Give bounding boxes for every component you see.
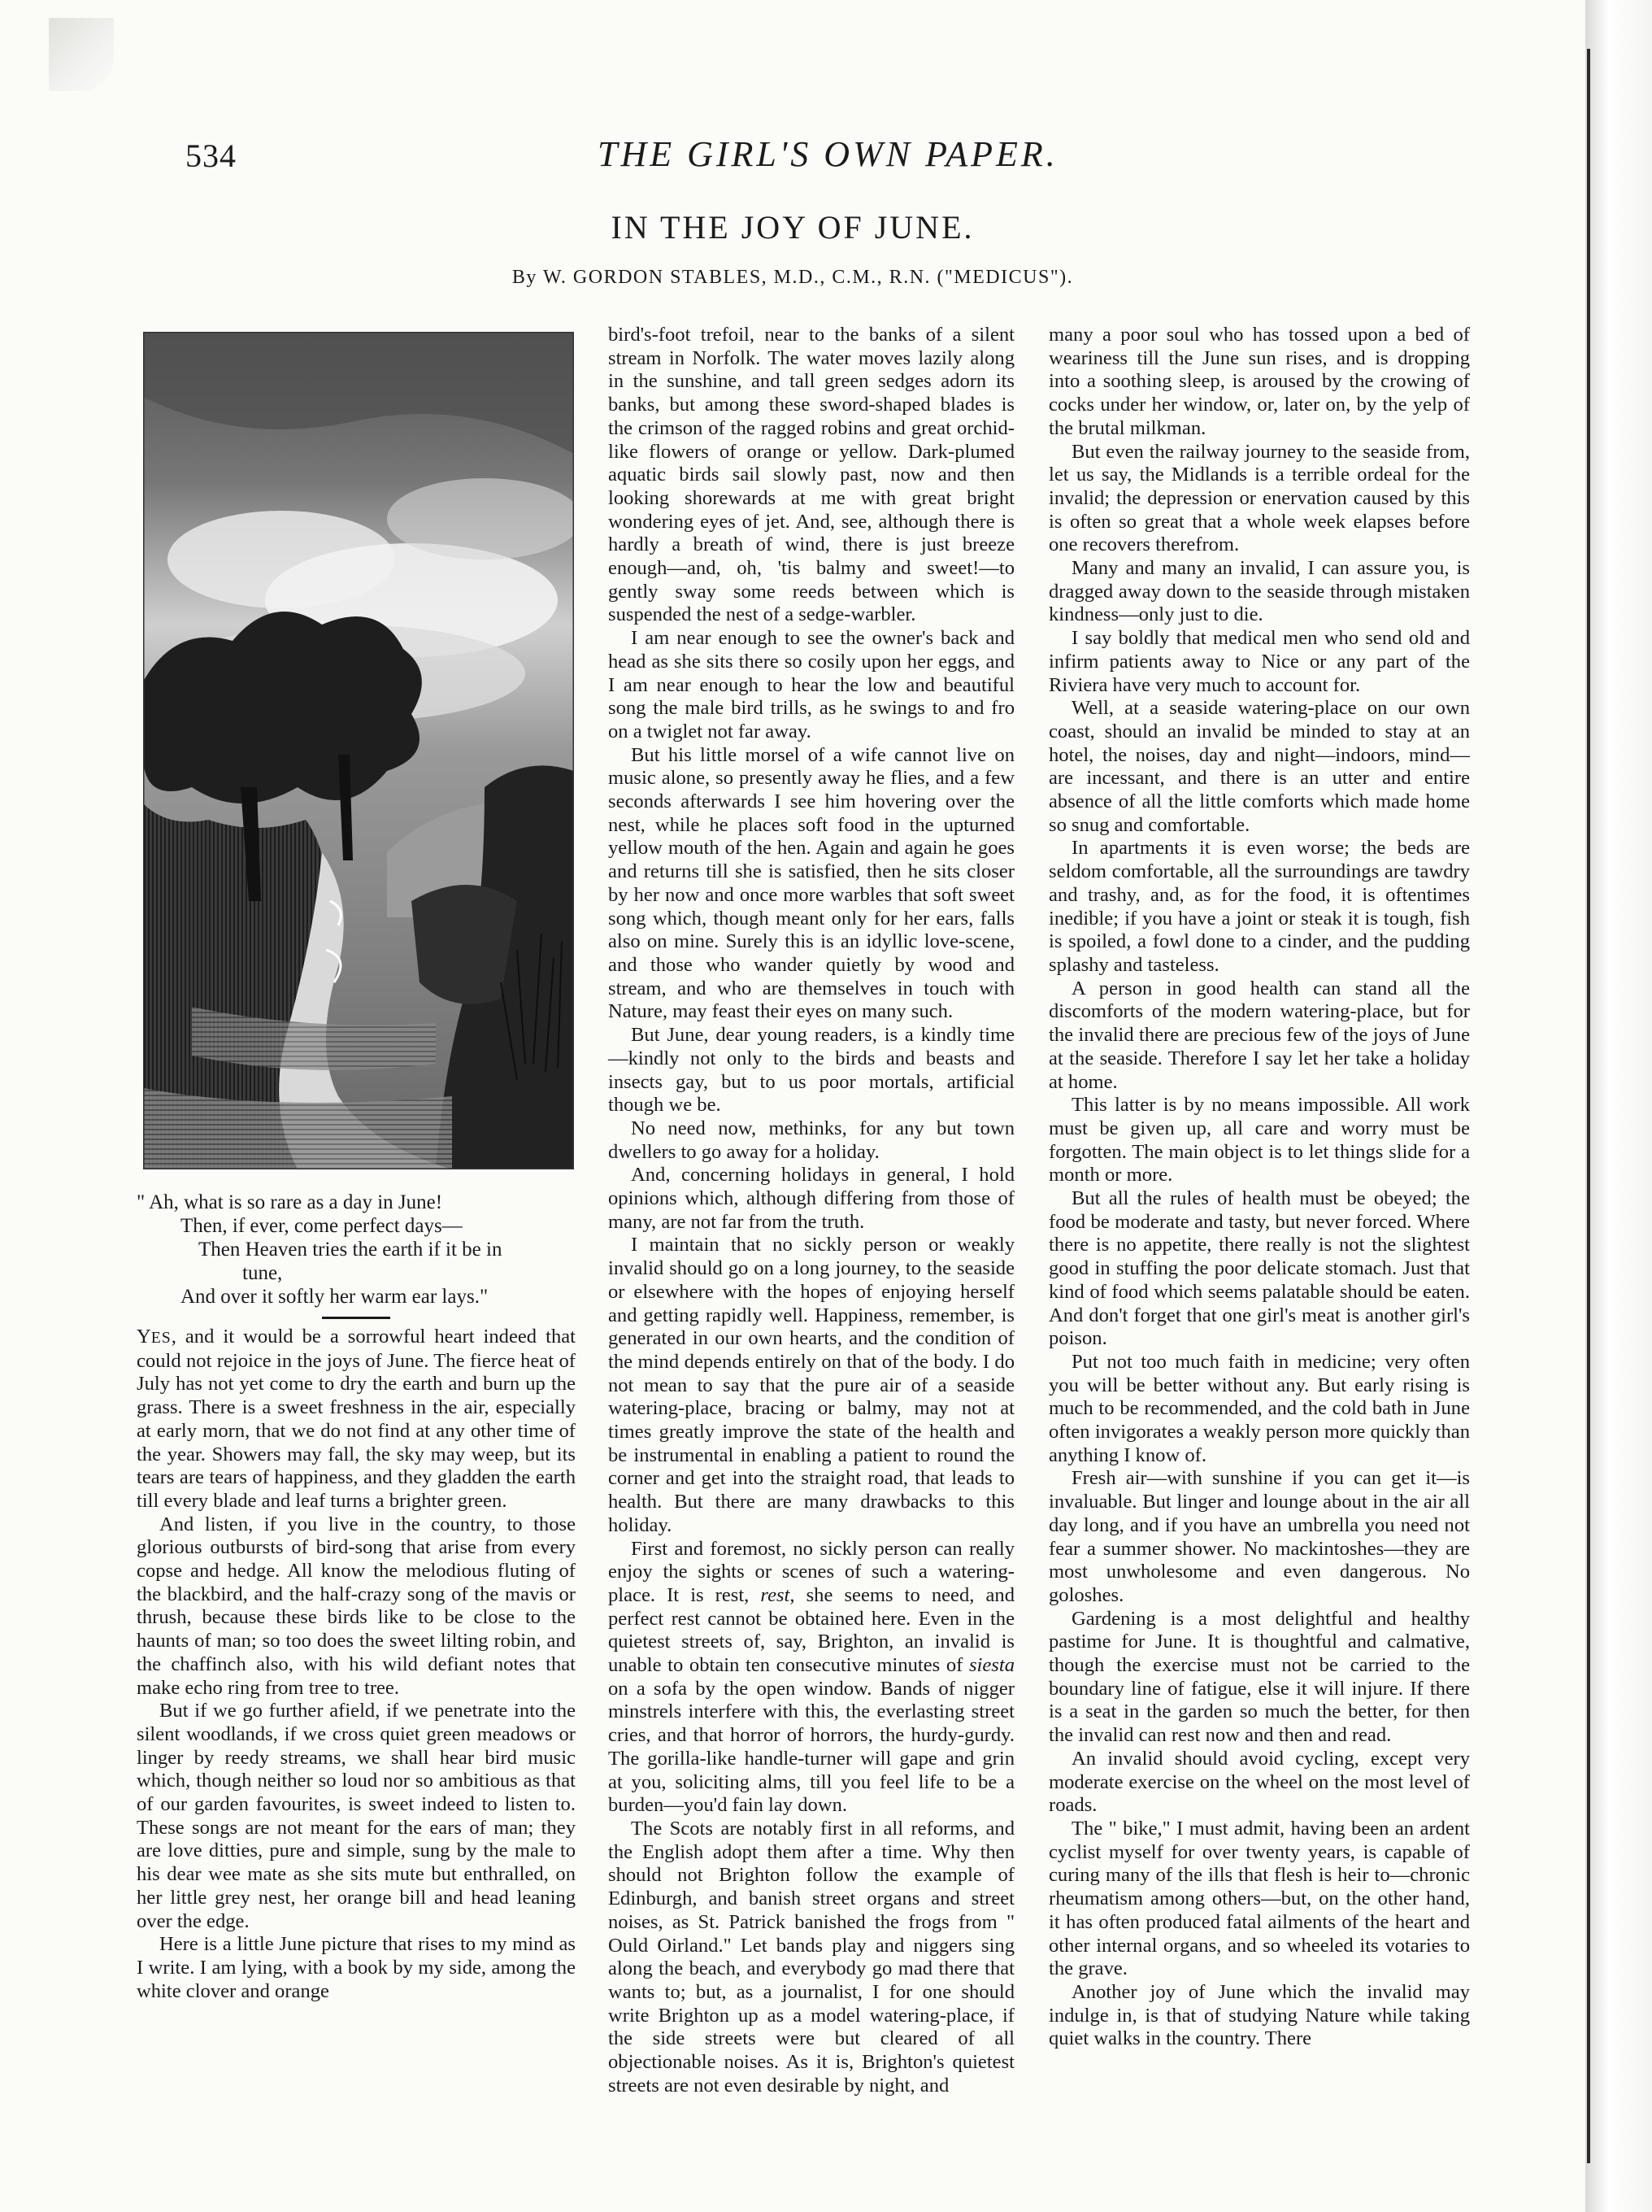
paragraph-text: , she seems to need, and perfect rest cannot be obtained here. Even in the quietest streets of, say, Brighton, an invalid is unable to obtain ten consecutive minutes of [608, 1583, 1015, 1677]
article-title: IN THE JOY OF JUNE. [611, 209, 975, 246]
paragraph: A person in good health can stand all the discomforts of the modern watering-place, but for the invalid there are precious few of the joys of June at the seaside. Therefore I say let her take a holiday at home. [1049, 977, 1470, 1093]
poem-line: And over it softly her warm ear lays." [180, 1286, 489, 1308]
poem-line: tune, [242, 1262, 283, 1284]
column-3 [1049, 324, 1470, 2051]
paragraph: I say boldly that medical men who send old and infirm patients away to Nice or any part of the Riviera have very much to account for. [1049, 627, 1470, 696]
paragraph: Fresh air—with sunshine if you can get it—is invaluable. But linger and lounge about in the air all day long, and if you have an umbrella you need not fear a summer shower. No mackintoshes—they are most unwholesome and even dangerous. No goloshes. [1049, 1467, 1470, 1606]
paragraph: The " bike," I must admit, having been an ardent cyclist myself for over twenty years, is capable of curing many of the ills that flesh is heir to—chronic rheumatism among others—but, on the other hand, it has often produced fatal ailments of the heart and other internal organs, and so wheeled its votaries to the grave. [1049, 1818, 1470, 1980]
paragraph: Many and many an invalid, I can assure you, is dragged away down to the seaside through mistaken kindness—only just to die. [1049, 557, 1470, 626]
drop-initial: Y [137, 1326, 151, 1348]
paragraph: Well, at a seaside watering-place on our own coast, should an invalid be minded to stay at an hotel, the noises, day and night—indoors, mind—are incessant, and there is an utter and entire absence of all the little comforts which made home so snug and comfortable. [1049, 697, 1470, 836]
poem-line: Then Heaven tries the earth if it be in [198, 1239, 502, 1261]
paragraph: Gardening is a most delightful and healthy pastime for June. It is thoughtful and calmative, though the exercise must not be carried to the boundary line of fatigue, else it will injure. If there is a seat in the garden so much the better, for then the invalid can rest now and then and read. [1049, 1607, 1470, 1747]
paragraph [137, 1326, 576, 1513]
emphasis: siesta [968, 1654, 1015, 1677]
paragraph: In apartments it is even worse; the beds are seldom comfortable, all the surroundings are tawdry and trashy, and, as for the food, it is oftentimes inedible; if you have a joint or steak it is tough, fish is spoiled, a fowl done to a cinder, and the pudding splashy and tasteless. [1049, 837, 1470, 976]
paragraph: An invalid should avoid cycling, except very moderate exercise on the wheel on the most level of roads. [1049, 1747, 1470, 1817]
paragraph-text: on a sofa by the open window. Bands of nigger minstrels interfere with this, the everlasting street cries, and that horror of horrors, the hurdy-gurdy. The gorilla-like handle-turner will gape and grin at you, soliciting alms, till you feel life to be a burden—you'd fain lay down. [608, 1677, 1015, 1817]
landscape-illustration [143, 332, 574, 1169]
paragraph: But if we go further afield, if we penetrate into the silent woodlands, if we cross quiet green meadows or linger by reedy streams, we shall hear bird music which, though neither so loud nor so ambitious as that of our garden favourites, is sweet indeed to listen to. These songs are not meant for the ears of man; they are love ditties, pure and simple, sung by the male to his dear wee mate as she sits mute but enthralled, on her little grey nest, her orange bill and head leaning over the edge. [137, 1700, 576, 1932]
paragraph: And listen, if you live in the country, to those glorious outbursts of bird-song that arise from every copse and hedge. All know the melodious fluting of the blackbird, and the half-crazy song of the mavis or thrush, because these birds like to be close to the haunts of man; so too does the sweet lilting robin, and the chaffinch also, with his wild defiant notes that make echo ring from tree to tree. [137, 1513, 576, 1699]
paragraph: No need now, methinks, for any but town dwellers to go away for a holiday. [608, 1117, 1015, 1163]
paragraph: The Scots are notably first in all reforms, and the English adopt them after a time. Why then should not Brighton follow the example of Edinburgh, and banish street organs and street noises, as St. Patrick banished the frogs from " Ould Oirland." Let bands play and niggers sing along the beach, and everybody go mad there that wants to; but, as a journalist, I for one should write Brighton up as a model watering-place, if the side streets were but cleared of all objectionable noises. As it is, Brighton's quietest streets are not even desirable by night, and [608, 1818, 1015, 2097]
initial-small-caps: ES [150, 1329, 172, 1347]
column-2 [608, 324, 1015, 2097]
paragraph-text: , and it would be a sorrowful heart indeed that could not rejoice in the joys of June. The fierce heat of July has not yet come to dry the earth and burn up the grass. There is a sweet freshness in the air, especially at early morn, that we do not find at any other time of the year. Showers may fall, the sky may weep, but its tears are tears of happiness, and they gladden the earth till every blade and leaf turns a brighter green. [137, 1326, 576, 1512]
paragraph [608, 1538, 1015, 1818]
article-byline: By W. GORDON STABLES, M.D., C.M., R.N. ("MEDICUS"). [511, 267, 1074, 288]
paragraph-text: First and foremost, no sickly person can really enjoy the sights or scenes of such a watering-place. It is rest, [608, 1537, 1015, 1606]
paragraph: And, concerning holidays in general, I hold opinions which, although differing from those of many, are not far from the truth. [608, 1164, 1015, 1233]
running-title: THE GIRL'S OWN PAPER. [598, 134, 1059, 174]
paragraph: But his little morsel of a wife cannot live on music alone, so presently away he flies, and a few seconds afterwards I see him hovering over the nest, while he places soft food in the upturned yellow mouth of the hen. Again and again he goes and returns till she is satisfied, then he sits closer by her now and once more warbles that soft sweet song which, though meant only for her ears, falls also on mine. Surely this is an idyllic love-scene, and those who wander quietly by wood and stream, and who are themselves in touch with Nature, may feast their eyes on many such. [608, 743, 1015, 1023]
column-1 [137, 332, 576, 2003]
paragraph: Here is a little June picture that rises to my mind as I write. I am lying, with a book by my side, among the white clover and orange [137, 1933, 576, 2002]
paragraph: Put not too much faith in medicine; very often you will be better without any. But early rising is much to be recommended, and the cold bath in June often invigorates a weakly person more quickly than anything I know of. [1049, 1350, 1470, 1466]
paragraph: many a poor soul who has tossed upon a bed of weariness till the June sun rises, and is dropping into a soothing sleep, is aroused by the crowing of cocks under her window, or, later on, by the yelp of the brutal milkman. [1049, 324, 1470, 439]
paragraph: I am near enough to see the owner's back and head as she sits there so cosily upon her eggs, and I am near enough to hear the low and beautiful song the male bird trills, as he swings to and fro on a twiglet not far away. [608, 627, 1015, 742]
paragraph: bird's-foot trefoil, near to the banks of a silent stream in Norfolk. The water moves lazily along in the sunshine, and tall green sedges adorn its banks, but among these sword-shaped blades is the crimson of the ragged robins and great orchid-like flowers of orange or yellow. Dark-plumed aquatic birds sail slowly past, now and then looking shorewards at me with great bright wondering eyes of jet. And, see, although there is hardly a breath of wind, there is just breeze enough—and, oh, 'tis balmy and sweet!—to gently sway some reeds between which is suspended the nest of a sedge-warbler. [608, 324, 1015, 626]
paragraph: But June, dear young readers, is a kindly time—kindly not only to the birds and beasts and insects gay, but to us poor mortals, artificial though we be. [608, 1024, 1015, 1117]
corner-fold [49, 18, 114, 91]
page-edge-shadow [1587, 49, 1590, 2163]
paragraph: Another joy of June which the invalid may indulge in, is that of studying Nature while taking quiet walks in the country. There [1049, 1980, 1470, 2050]
paragraph: I maintain that no sickly person or weakly invalid should go on a long journey, to the seaside or elsewhere with the hopes of enjoying herself and getting rapidly well. Happiness, remember, is generated in our own hearts, and the condition of the mind depends entirely on that of the body. I do not mean to say that the pure air of a seaside watering-place, bracing or balmy, may not at times greatly improve the state of the health and be instrumental in enabling a patient to round the corner and get into the straight road, that leads to health. But there are many drawbacks to this holiday. [608, 1234, 1015, 1536]
paragraph: This latter is by no means impossible. All work must be given up, all care and worry must be forgotten. The main object is to let things slide for a month or more. [1049, 1094, 1470, 1187]
poem-line: Then, if ever, come perfect days— [180, 1215, 463, 1237]
facing-page-edge [1585, 0, 1652, 2212]
poem-epigraph [137, 1191, 576, 1308]
poem-line: " Ah, what is so rare as a day in June! [137, 1191, 443, 1213]
page-number: 534 [185, 137, 237, 174]
emphasis: rest [760, 1583, 790, 1606]
paragraph: But all the rules of health must be obeyed; the food be moderate and tasty, but never forced. Where there is no appetite, there really is not the slightest good in stuffing the poor delicate stomach. Just that kind of food which seems palatable should be eaten. And don't forget that one girl's meat is another girl's poison. [1049, 1187, 1470, 1350]
poem-divider [322, 1317, 390, 1319]
paragraph: But even the railway journey to the seaside from, let us say, the Midlands is a terrible ordeal for the invalid; the depression or enervation caused by this is often so great that a whole week elapses before one recovers therefrom. [1049, 440, 1470, 556]
